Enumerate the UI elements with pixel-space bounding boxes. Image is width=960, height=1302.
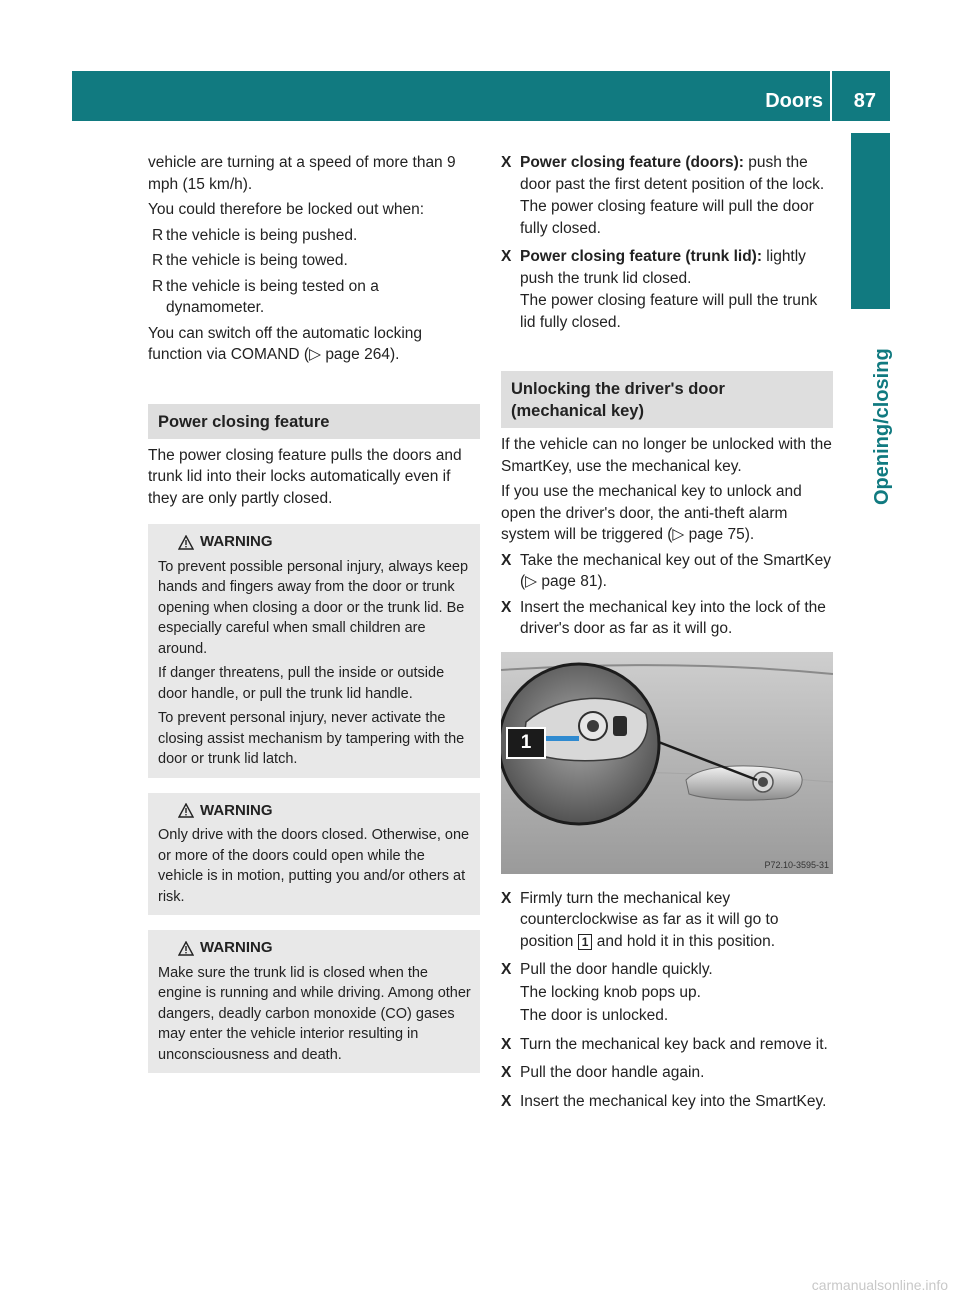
- watermark: carmanualsonline.info: [811, 1276, 948, 1293]
- instruction-step: [501, 1062, 833, 1084]
- warning-header: [178, 938, 472, 959]
- warning-text: Only drive with the doors closed. Otherwise, one or more of the doors could open while the vehicle is in motion, putting you and/or others at risk.: [158, 827, 470, 905]
- section-heading: Unlocking the driver's door (mechanical key): [501, 371, 833, 428]
- switch-off-text: [148, 323, 480, 366]
- page-reference-text: page 264: [325, 346, 390, 363]
- step-mark: X: [501, 1035, 512, 1053]
- door-handle-figure: [501, 652, 833, 874]
- instruction-step: [501, 1091, 833, 1113]
- step-text: Firmly turn the mechanical key counterclockwise as far as it will go to position: [520, 889, 779, 950]
- step-text: Take the mechanical key out of the SmartKey (: [520, 551, 832, 590]
- warning-title: WARNING: [200, 533, 273, 550]
- instruction-step: [501, 888, 833, 953]
- warning-box: [148, 524, 480, 778]
- step-label: Power closing feature (trunk lid):: [520, 248, 762, 265]
- alarm-text-end: ).: [744, 526, 755, 543]
- warning-title: WARNING: [200, 939, 273, 956]
- door-handle-illustration: [501, 652, 833, 874]
- warning-triangle-icon: [178, 941, 194, 956]
- bullet-mark: R: [152, 252, 164, 269]
- step-mark: X: [501, 154, 512, 171]
- list-item: [148, 250, 480, 272]
- section-text: The power closing feature pulls the doors and trunk lid into their locks automatically even if they are only partly closed.: [148, 446, 462, 507]
- bullet-mark: R: [152, 226, 164, 244]
- instruction-step: [501, 597, 833, 640]
- warning-title: WARNING: [200, 801, 273, 819]
- step-text: Insert the mechanical key into the lock of the driver's door as far as it will go.: [520, 598, 826, 637]
- step-text: Insert the mechanical key into the SmartKey.: [520, 1092, 827, 1110]
- list-item: [148, 225, 480, 247]
- step-mark: X: [501, 1092, 512, 1110]
- section-text: If the vehicle can no longer be unlocked with the SmartKey, use the mechanical key.: [501, 436, 832, 475]
- arrow-right-icon: ▷: [525, 573, 542, 590]
- chapter-label: [852, 320, 893, 520]
- step-result: The locking knob pops up.: [520, 983, 701, 1001]
- warning-text: To prevent personal injury, never activate the closing assist mechanism by tampering with the door or trunk lid latch.: [158, 710, 465, 767]
- chapter-tab: [851, 133, 890, 309]
- instruction-step: [501, 550, 833, 593]
- warning-box: [148, 930, 480, 1073]
- step-result: The door is unlocked.: [520, 1007, 669, 1024]
- warning-text: If danger threatens, pull the inside or outside door handle, or pull the trunk lid handle.: [158, 665, 445, 702]
- header-divider: [830, 71, 832, 121]
- page-reference-link[interactable]: [309, 346, 390, 363]
- step-text-end: and hold it in this position.: [592, 932, 776, 950]
- warning-text: Make sure the trunk lid is closed when the engine is running and while driving. Among other dangers, deadly carbon monoxide (CO) gases may enter the vehicle interior resulting in unconsciousness and death.: [158, 964, 471, 1063]
- page-reference-text: page 75: [688, 526, 745, 543]
- step-text: lightly push the trunk lid closed.: [520, 248, 806, 287]
- instruction-step: [501, 246, 833, 333]
- bullet-mark: R: [152, 277, 164, 295]
- instruction-step: [501, 959, 833, 1027]
- right-column: [501, 152, 833, 1119]
- alarm-text: If you use the mechanical key to unlock and open the driver's door, the anti-theft alarm system will be triggered (: [501, 483, 802, 543]
- position-marker: 1: [578, 934, 593, 950]
- arrow-right-icon: ▷: [672, 526, 689, 543]
- step-result: The power closing feature will pull the trunk lid fully closed.: [520, 292, 818, 331]
- switch-off-end: ).: [389, 346, 400, 363]
- left-column: [148, 152, 480, 1073]
- step-text: Turn the mechanical key back and remove it.: [520, 1035, 828, 1053]
- step-text-end: ).: [597, 573, 607, 590]
- page-header: [72, 71, 890, 121]
- instruction-step: [501, 152, 833, 239]
- page-reference-link[interactable]: [525, 573, 597, 590]
- step-mark: X: [501, 551, 512, 569]
- figure-code: P72.10-3595-31: [764, 859, 829, 870]
- list-item-text: the vehicle is being pushed.: [166, 226, 358, 244]
- page-number: 87: [853, 90, 876, 112]
- instruction-step: [501, 1034, 833, 1056]
- page-reference-text: page 81: [541, 573, 598, 590]
- callout-label: 1: [506, 727, 546, 759]
- intro-text: vehicle are turning at a speed of more than 9 mph (15 km/h).: [148, 154, 456, 193]
- step-label: Power closing feature (doors):: [520, 154, 744, 171]
- warning-triangle-icon: [178, 535, 194, 550]
- step-text: Pull the door handle again.: [520, 1064, 705, 1081]
- warning-header: [178, 532, 472, 553]
- step-mark: X: [501, 1064, 512, 1081]
- step-text: push the door past the first detent position of the lock.: [520, 154, 825, 193]
- warning-box: [148, 793, 480, 916]
- step-mark: X: [501, 961, 512, 978]
- list-item-text: the vehicle is being towed.: [166, 252, 348, 269]
- step-text: Pull the door handle quickly.: [520, 961, 713, 978]
- section-text: [501, 481, 833, 546]
- step-result: The power closing feature will pull the door fully closed.: [520, 198, 814, 237]
- list-item-text: the vehicle is being tested on a dynamometer.: [166, 277, 379, 316]
- warning-text: To prevent possible personal injury, always keep hands and fingers away from the door or trunk opening when closing a door or the trunk lid. Be especially careful when small children are around.: [158, 558, 469, 657]
- list-item: [148, 276, 480, 319]
- switch-off-lead: You can switch off the automatic locking function via COMAND (: [148, 324, 422, 363]
- arrow-right-icon: ▷: [309, 346, 326, 363]
- intro-lead: You could therefore be locked out when:: [148, 201, 425, 218]
- page-reference-link[interactable]: [672, 526, 744, 543]
- step-mark: X: [501, 248, 512, 265]
- section-title: Doors: [765, 90, 823, 112]
- warning-header: [178, 801, 472, 822]
- section-heading: Power closing feature: [148, 404, 480, 439]
- warning-triangle-icon: [178, 803, 194, 818]
- step-mark: X: [501, 889, 512, 907]
- chapter-label-text: Opening/closing: [871, 348, 893, 505]
- step-mark: X: [501, 598, 512, 616]
